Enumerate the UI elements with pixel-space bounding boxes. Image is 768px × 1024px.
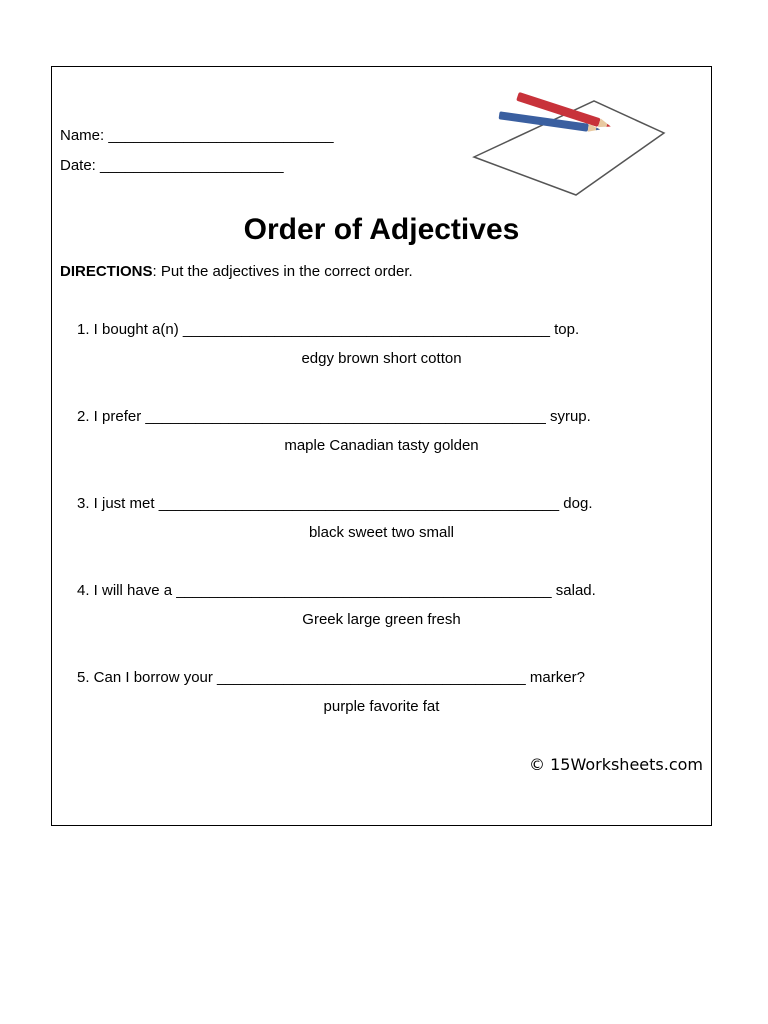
name-field: Name: ___________________________ [60, 127, 334, 144]
question-3-words: black sweet two small [308, 524, 455, 541]
directions-label: DIRECTIONS [60, 263, 153, 280]
question-4: 4. I will have a _____________________________________________ salad. [77, 582, 596, 599]
directions [60, 263, 413, 280]
question-1-words: edgy brown short cotton [301, 350, 462, 367]
question-2: 2. I prefer ________________________________________________ syrup. [77, 408, 591, 425]
question-5-words: purple favorite fat [323, 698, 440, 715]
question-5: 5. Can I borrow your _____________________________________ marker? [77, 669, 585, 686]
question-3: 3. I just met ________________________________________________ dog. [77, 495, 593, 512]
directions-text: : Put the adjectives in the correct order. [152, 263, 413, 280]
copyright-footer: © 15Worksheets.com [529, 755, 703, 774]
question-1: 1. I bought a(n) ____________________________________________ top. [77, 321, 580, 338]
question-2-words: maple Canadian tasty golden [284, 437, 479, 454]
page-title: Order of Adjectives [243, 213, 520, 246]
pencils-on-paper-icon [464, 87, 682, 207]
worksheet [51, 66, 712, 826]
date-field: Date: ______________________ [60, 157, 284, 174]
question-4-words: Greek large green fresh [302, 611, 461, 628]
